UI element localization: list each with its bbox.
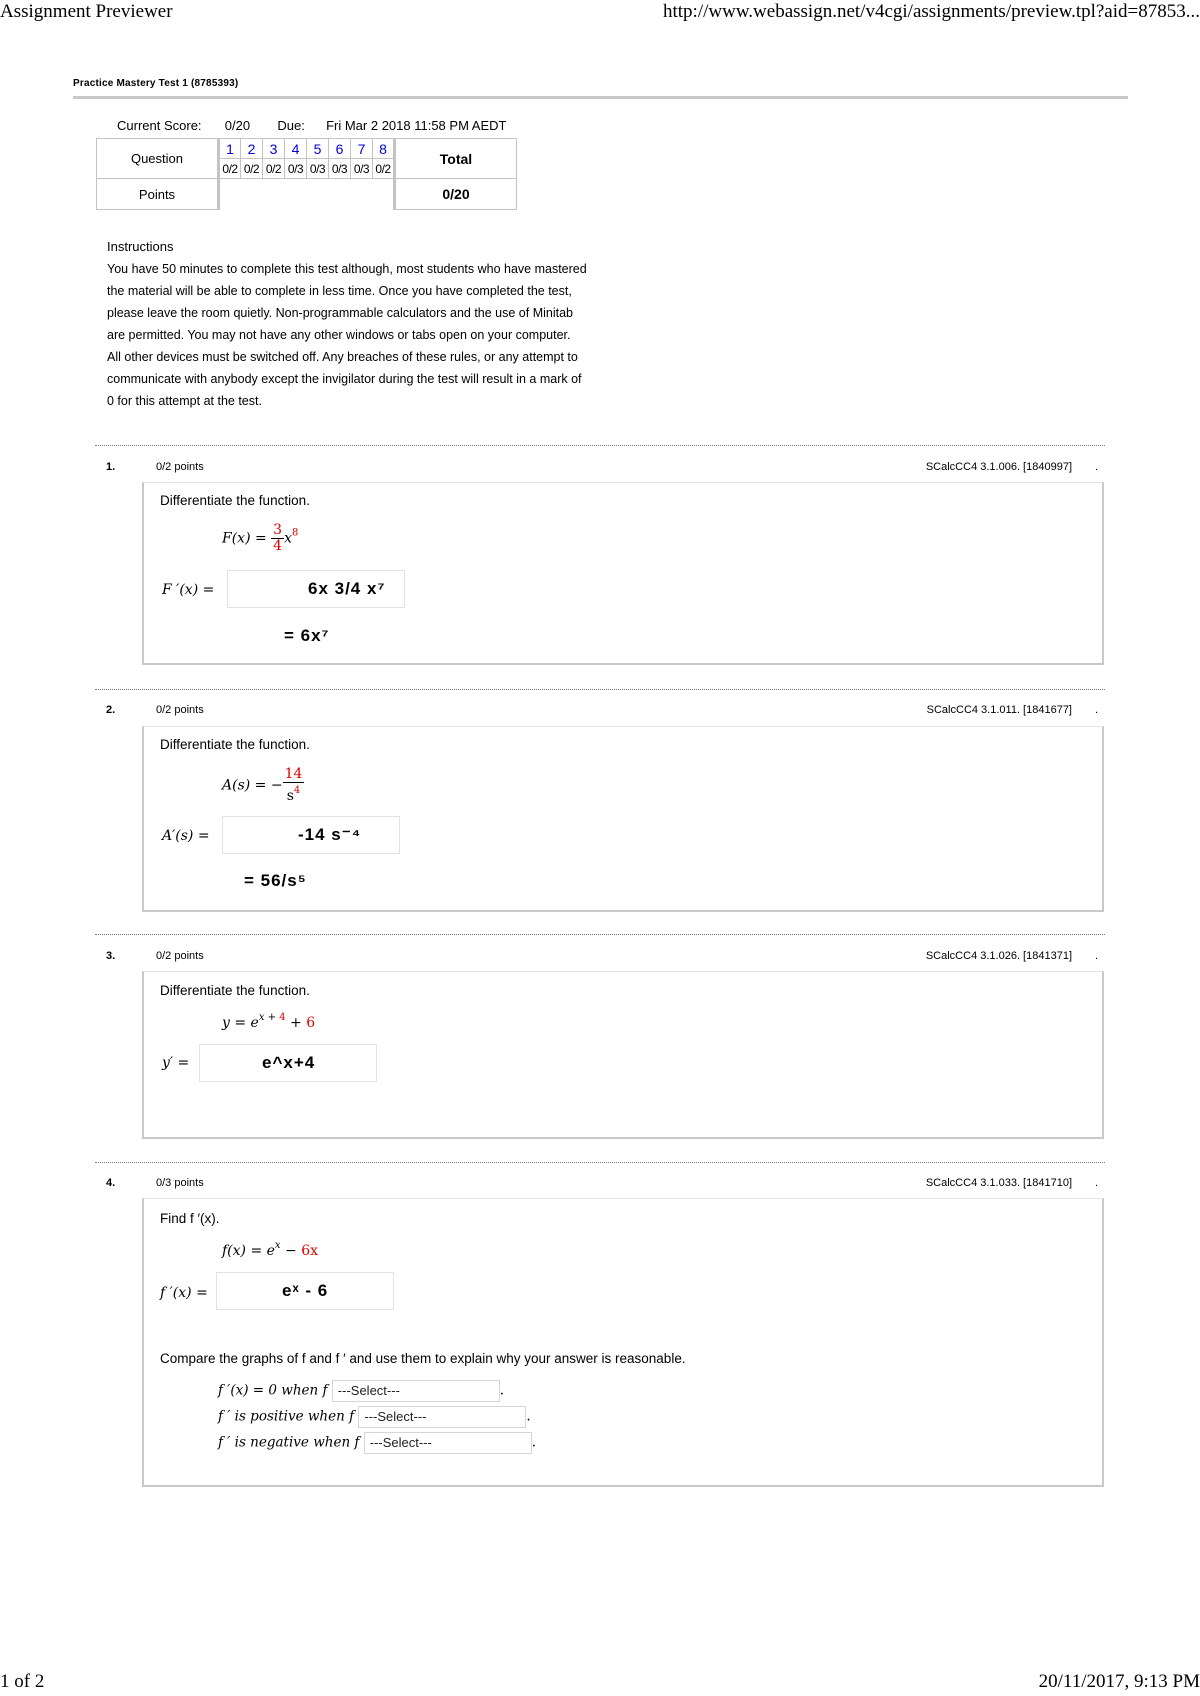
question-box	[142, 482, 1104, 665]
coefficient-fraction	[271, 523, 284, 554]
select-row-label: f ′ is positive when f	[218, 1408, 355, 1425]
question-separator	[95, 934, 1105, 935]
question-marker: .	[1095, 704, 1099, 716]
points-spacer	[219, 179, 395, 210]
instructions-line: are permitted. You may not have any other windows or tabs open on your computer.	[107, 328, 571, 342]
due-label: Due:	[277, 118, 305, 133]
total-label: Total	[395, 139, 517, 179]
function-variable: x	[284, 530, 292, 547]
print-footer	[0, 1670, 1200, 1694]
exponent-variable: x +	[258, 1012, 280, 1023]
question-prompt: Differentiate the function.	[160, 493, 310, 508]
select-row	[218, 1432, 536, 1454]
due-value: Fri Mar 2 2018 11:58 PM AEDT	[326, 118, 507, 133]
question-link-6[interactable]: 6	[329, 139, 351, 159]
handwritten-working: = 6x⁷	[284, 626, 330, 645]
score-summary	[117, 118, 506, 133]
handwritten-answer: 6x 3/4 x⁷	[308, 579, 386, 598]
question-link-7[interactable]: 7	[351, 139, 373, 159]
compare-prompt: Compare the graphs of f and f ′ and use them to explain why your answer is reasonable.	[160, 1351, 686, 1366]
question-box	[142, 726, 1104, 912]
title-divider	[73, 96, 1128, 99]
question-box	[142, 971, 1104, 1139]
question-points: 0/2 points	[156, 704, 204, 716]
question-prompt: Differentiate the function.	[160, 737, 310, 752]
select-row-end: .	[499, 1382, 505, 1399]
answer-input[interactable]	[216, 1272, 394, 1310]
function-lhs: y = e	[222, 1015, 259, 1031]
function-lhs: f(x) = e	[222, 1243, 275, 1259]
instructions-line: communicate with anybody except the invigilator during the test will result in a mark of	[107, 372, 582, 386]
fraction-denominator	[283, 783, 305, 804]
function-lhs: F(x) =	[222, 530, 272, 547]
question-link-4[interactable]: 4	[285, 139, 307, 159]
select-row	[218, 1406, 531, 1428]
select-row-label: f ′ is negative when f	[218, 1434, 360, 1451]
question-marker: .	[1095, 461, 1099, 473]
function-fraction	[283, 767, 305, 804]
points-row-label: Points	[97, 179, 219, 210]
answer-label: f ′(x) =	[160, 1285, 208, 1301]
denominator-exponent: 4	[293, 785, 301, 796]
function-definition	[222, 1240, 318, 1259]
coefficient-denominator: 4	[273, 538, 283, 554]
instructions-line: All other devices must be switched off. Any breaches of these rules, or any attempt to	[107, 350, 578, 364]
coefficient-numerator: 3	[273, 522, 283, 538]
print-header-title: Assignment Previewer	[0, 1, 173, 22]
exponent-constant: 4	[279, 1012, 286, 1023]
question-points-8: 0/2	[373, 159, 395, 179]
select-dropdown[interactable]: ---Select---	[364, 1432, 532, 1454]
function-constant: 6	[306, 1015, 316, 1031]
instructions-heading: Instructions	[107, 239, 174, 254]
answer-input[interactable]	[227, 570, 405, 608]
question-link-3[interactable]: 3	[263, 139, 285, 159]
question-points: 0/2 points	[156, 950, 204, 962]
select-row-label: f ′(x) = 0 when f	[218, 1382, 328, 1399]
select-dropdown[interactable]: ---Select---	[332, 1380, 500, 1402]
function-term: 6x	[301, 1243, 319, 1259]
function-lhs: A(s) = −	[222, 777, 283, 794]
question-prompt: Differentiate the function.	[160, 983, 310, 998]
question-number: 3.	[106, 950, 116, 962]
print-timestamp: 20/11/2017, 9:13 PM	[1038, 1671, 1200, 1692]
answer-input[interactable]	[199, 1044, 377, 1082]
current-score-value: 0/20	[224, 118, 251, 133]
handwritten-answer: -14 s⁻⁴	[298, 825, 362, 844]
question-marker: .	[1095, 950, 1099, 962]
question-link-8[interactable]: 8	[373, 139, 395, 159]
current-score-label: Current Score:	[117, 118, 202, 133]
page-count: 1 of 2	[0, 1671, 45, 1692]
function-definition	[222, 523, 298, 554]
answer-label: F ′(x) =	[162, 582, 215, 598]
question-points: 0/2 points	[156, 461, 204, 473]
plus-sign: +	[285, 1015, 307, 1031]
fraction-numerator: 14	[284, 766, 303, 782]
question-points-5: 0/3	[307, 159, 329, 179]
question-points-3: 0/2	[263, 159, 285, 179]
instructions-line: the material will be able to complete in less time. Once you have completed the test,	[107, 284, 572, 298]
answer-input[interactable]	[222, 816, 400, 854]
handwritten-answer: eˣ - 6	[282, 1281, 329, 1300]
score-table	[96, 138, 517, 210]
question-link-5[interactable]: 5	[307, 139, 329, 159]
instructions-line: please leave the room quietly. Non-programmable calculators and the use of Minitab	[107, 306, 573, 320]
question-points-7: 0/3	[351, 159, 373, 179]
function-exponent: 8	[292, 527, 299, 539]
question-points-2: 0/2	[241, 159, 263, 179]
question-points-4: 0/3	[285, 159, 307, 179]
answer-label: y′ =	[162, 1055, 190, 1071]
minus-sign: −	[280, 1243, 302, 1259]
question-points-6: 0/3	[329, 159, 351, 179]
function-definition	[222, 1012, 315, 1031]
question-number: 2.	[106, 704, 116, 716]
question-link-1[interactable]: 1	[219, 139, 241, 159]
instructions-line: You have 50 minutes to complete this test although, most students who have mastered	[107, 262, 587, 276]
select-row	[218, 1380, 504, 1402]
question-row-label: Question	[97, 139, 219, 179]
function-exponent: x	[274, 1240, 281, 1251]
question-number: 1.	[106, 461, 116, 473]
function-definition	[222, 767, 304, 804]
select-row-end: .	[526, 1408, 531, 1425]
assignment-title: Practice Mastery Test 1 (8785393)	[73, 78, 239, 89]
denominator-base: s	[286, 788, 294, 804]
question-number: 4.	[106, 1177, 116, 1189]
instructions	[107, 236, 667, 412]
print-header-url: http://www.webassign.net/v4cgi/assignments/preview.tpl?aid=87853...	[662, 1, 1200, 22]
handwritten-answer: e^x+4	[262, 1053, 316, 1072]
question-link-2[interactable]: 2	[241, 139, 263, 159]
print-header	[0, 0, 1200, 26]
question-points-1: 0/2	[219, 159, 241, 179]
question-reference: SCalcCC4 3.1.006. [1840997]	[925, 461, 1072, 473]
question-reference: SCalcCC4 3.1.026. [1841371]	[925, 950, 1072, 962]
select-dropdown[interactable]: ---Select---	[358, 1406, 526, 1428]
question-points: 0/3 points	[156, 1177, 204, 1189]
instructions-line: 0 for this attempt at the test.	[107, 394, 262, 408]
total-value: 0/20	[395, 179, 517, 210]
select-row-end: .	[531, 1434, 537, 1451]
question-reference: SCalcCC4 3.1.033. [1841710]	[925, 1177, 1072, 1189]
answer-label: A′(s) =	[162, 828, 210, 844]
question-separator	[95, 445, 1105, 446]
question-prompt: Find f ′(x).	[160, 1211, 220, 1226]
question-separator	[95, 1162, 1105, 1163]
question-separator	[95, 689, 1105, 690]
handwritten-working: = 56/s⁵	[244, 871, 307, 890]
question-marker: .	[1095, 1177, 1099, 1189]
question-reference: SCalcCC4 3.1.011. [1841677]	[926, 704, 1072, 716]
